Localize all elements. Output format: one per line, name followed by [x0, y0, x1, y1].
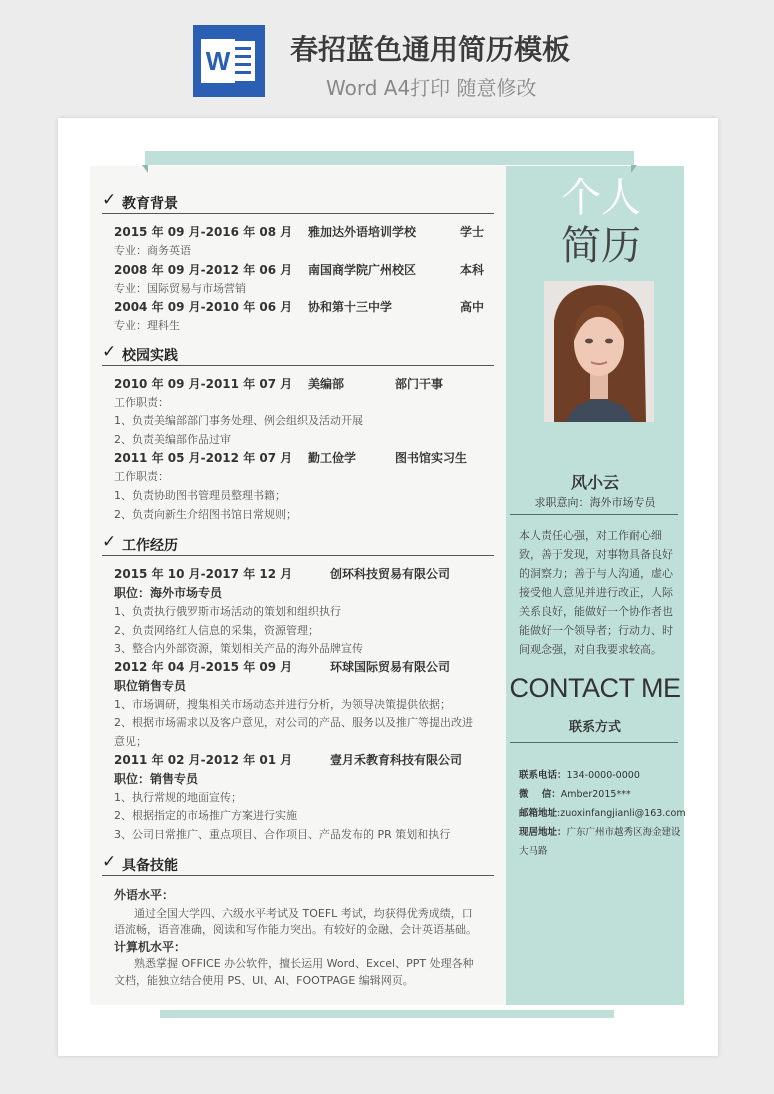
check-icon: ✓ — [102, 852, 117, 872]
resume-title-line1: 个人 — [561, 175, 641, 221]
self-introduction: 本人责任心强，对工作耐心细致，善于发现，对事物具备良好的洞察力；善于与人沟通，虚心接受他人意见并进行改正，人际关系良好，能做好一个协作者也能做好一个领导者；行动力、时间观念强，对自我要求较高。 — [519, 529, 673, 656]
campus-role: 图书馆实习生 — [395, 451, 468, 465]
lang-text-line: 通过全国大学四、六级水平考试及 TOEFL 考试，均获得优秀成绩，口 — [134, 907, 473, 920]
list-item: 2、负责向新生介绍图书馆日常规则； — [114, 508, 297, 521]
edu-school: 南国商学院广州校区 — [308, 263, 417, 277]
section-title: 教育背景 — [122, 196, 178, 212]
candidate-name: 风小云 — [570, 473, 619, 492]
edu-major: 专业：理科生 — [114, 319, 180, 332]
job-intent: 求职意向：海外市场专员 — [534, 496, 656, 509]
section-title: 具备技能 — [122, 858, 178, 874]
phone-label: 联系电话： — [519, 770, 567, 781]
edu-school: 协和第十三中学 — [308, 300, 393, 314]
campus-date: 2010 年 09 月-2011 年 07 月 — [114, 377, 293, 391]
work-position: 职位：销售专员 — [114, 772, 199, 786]
list-item: 意见； — [114, 735, 147, 748]
svg-text:W: W — [205, 46, 231, 76]
work-position: 职位：海外市场专员 — [114, 586, 223, 600]
resume-title-line2: 简历 — [561, 223, 641, 269]
contact-subtitle: 联系方式 — [568, 720, 621, 735]
work-company: 创环科技贸易有限公司 — [330, 567, 451, 581]
edu-degree: 高中 — [460, 300, 485, 314]
computer-text-line: 熟悉掌握 OFFICE 办公软件，擅长运用 Word、Excel、PPT 处理各种 — [134, 957, 474, 970]
lang-label: 外语水平： — [114, 888, 175, 902]
duty-label: 工作职责： — [114, 396, 169, 409]
duty-label: 工作职责： — [114, 470, 169, 483]
campus-role: 部门干事 — [395, 377, 444, 391]
edu-major: 专业：国际贸易与市场营销 — [114, 282, 246, 295]
profile-photo — [544, 281, 654, 422]
edu-degree: 本科 — [460, 263, 485, 277]
contact-email — [519, 805, 686, 819]
page-title: 春招蓝色通用简历模板 — [290, 33, 571, 66]
divider — [510, 514, 678, 515]
phone-value: 134-0000-0000 — [566, 770, 640, 781]
campus-date: 2011 年 05 月-2012 年 07 月 — [114, 451, 293, 465]
check-icon: ✓ — [102, 190, 117, 210]
contact-title: CONTACT ME — [509, 673, 681, 703]
address-label: 现居地址： — [519, 827, 567, 838]
work-company: 壹月禾教育科技有限公司 — [330, 753, 463, 767]
section-work-header — [102, 532, 494, 556]
contact-wechat — [519, 786, 631, 800]
contact-phone — [519, 767, 640, 781]
bottom-ribbon — [160, 1010, 614, 1018]
list-item: 1、负责美编部部门事务处理、例会组织及活动开展 — [114, 414, 363, 427]
work-company: 环球国际贸易有限公司 — [330, 660, 451, 674]
work-date: 2015 年 10 月-2017 年 12 月 — [114, 567, 293, 581]
divider — [510, 742, 678, 743]
check-icon: ✓ — [102, 532, 117, 552]
contact-address-line2: 大马路 — [519, 846, 548, 857]
word-icon — [193, 25, 265, 97]
list-item: 2、根据指定的市场推广方案进行实施 — [114, 809, 297, 822]
edu-date: 2008 年 09 月-2012 年 06 月 — [114, 263, 293, 277]
work-date: 2011 年 02 月-2012 年 01 月 — [114, 753, 293, 767]
top-ribbon — [145, 151, 634, 165]
wechat-label: 微 信： — [519, 789, 561, 800]
address-value: 广东广州市越秀区海金建设 — [566, 827, 681, 838]
campus-org: 勤工俭学 — [308, 451, 357, 465]
list-item: 1、负责执行俄罗斯市场活动的策划和组织执行 — [114, 605, 341, 618]
email-label: 邮箱地址 — [519, 808, 558, 819]
check-icon: ✓ — [102, 342, 117, 362]
wechat-value: Amber2015*** — [560, 789, 631, 800]
edu-date: 2015 年 09 月-2016 年 08 月 — [114, 225, 293, 239]
section-title: 工作经历 — [122, 538, 178, 554]
list-item: 3、整合内外部资源，策划相关产品的海外品牌宣传 — [114, 642, 363, 655]
email-value: :zuoxinfangjianli@163.com — [557, 808, 686, 819]
section-campus-header — [102, 342, 494, 366]
section-education-header — [102, 190, 494, 214]
section-skills-header — [102, 852, 494, 876]
computer-text-line: 文档，能独立结合使用 PS、UI、AI、FOOTPAGE 编辑网页。 — [114, 974, 414, 987]
contact-address — [519, 824, 681, 838]
edu-school: 雅加达外语培训学校 — [308, 225, 417, 239]
page-subtitle: Word A4打印 随意修改 — [326, 76, 537, 100]
list-item: 1、市场调研，搜集相关市场动态并进行分析，为领导决策提供依据； — [114, 698, 451, 711]
list-item: 1、执行常规的地面宣传； — [114, 791, 242, 804]
work-position: 职位销售专员 — [114, 679, 187, 693]
edu-date: 2004 年 09 月-2010 年 06 月 — [114, 300, 293, 314]
list-item: 2、负责网络红人信息的采集，资源管理； — [114, 624, 319, 637]
edu-major: 专业：商务英语 — [114, 244, 191, 257]
edu-degree: 学士 — [460, 225, 485, 239]
computer-label: 计算机水平： — [114, 940, 187, 954]
list-item: 2、负责美编部作品过审 — [114, 433, 231, 446]
section-title: 校园实践 — [122, 348, 178, 364]
list-item: 3、公司日常推广、重点项目、合作项目、产品发布的 PR 策划和执行 — [114, 828, 451, 841]
work-date: 2012 年 04 月-2015 年 09 月 — [114, 660, 293, 674]
list-item: 2、根据市场需求以及客户意见，对公司的产品、服务以及推广等提出改进 — [114, 716, 473, 729]
lang-text-line: 语流畅，语音准确，阅读和写作能力突出。有较好的金融、会计英语基础。 — [114, 923, 477, 936]
campus-org: 美编部 — [308, 377, 345, 391]
list-item: 1、负责协助图书管理员整理书籍； — [114, 489, 286, 502]
